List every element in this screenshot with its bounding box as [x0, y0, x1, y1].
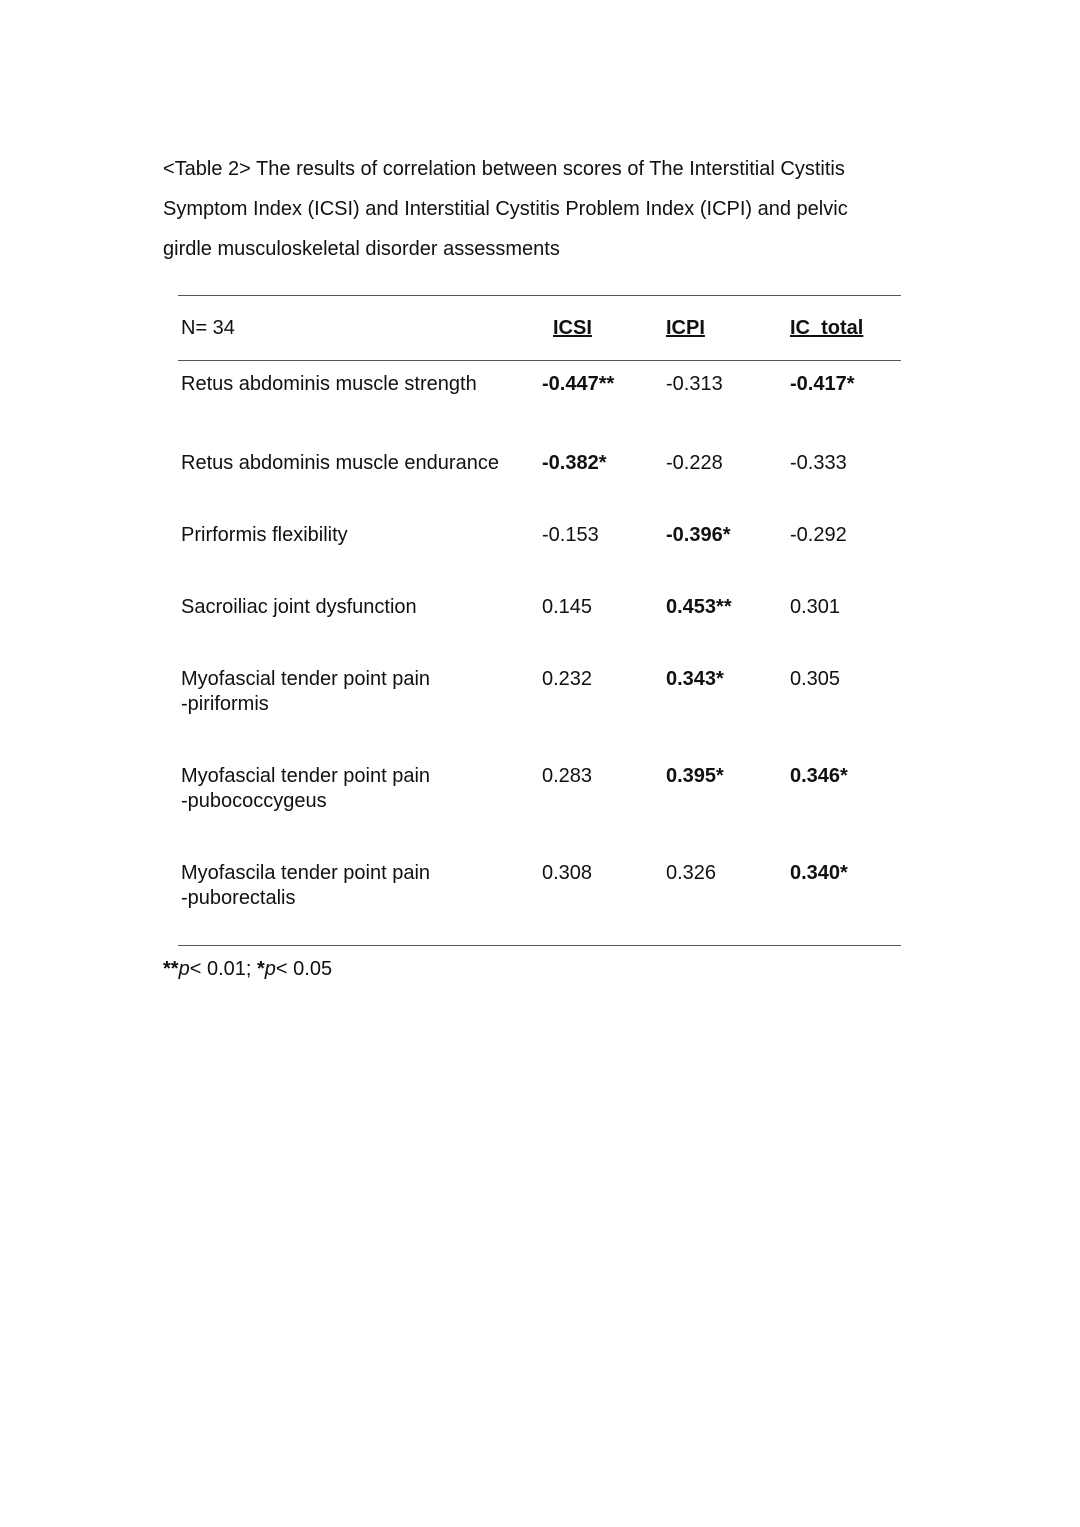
- row-label: [181, 764, 430, 814]
- row-label-line: Myofascial tender point pain: [181, 765, 431, 787]
- cell-icsi: 0.308: [542, 862, 593, 884]
- table-header-rule: [178, 360, 901, 361]
- cell-icsi: -0.153: [542, 524, 599, 546]
- cell-icpi: 0.326: [666, 862, 717, 884]
- cell-icsi: -0.382*: [542, 452, 607, 474]
- cell-icsi: 0.283: [542, 765, 593, 787]
- row-label-line: Myofascial tender point pain: [181, 668, 431, 690]
- footnote-p01-text: < 0.01;: [189, 958, 257, 980]
- footnote-marker-p05: *: [256, 958, 265, 980]
- cell-icpi: 0.343*: [666, 668, 724, 690]
- footnote-p-symbol: p: [264, 958, 276, 980]
- table-bottom-rule: [178, 945, 901, 946]
- row-label: [181, 861, 430, 911]
- row-label: [181, 667, 430, 717]
- cell-ic-total: 0.301: [790, 596, 841, 618]
- caption-line: <Table 2> The results of correlation between scores of The Interstitial Cystitis: [163, 158, 845, 180]
- table-caption: [163, 149, 923, 269]
- cell-icpi: -0.396*: [666, 524, 731, 546]
- cell-ic-total: 0.346*: [790, 765, 848, 787]
- row-label: [181, 451, 499, 476]
- significance-footnote: [163, 957, 332, 982]
- caption-line: girdle musculoskeletal disorder assessments: [163, 238, 560, 260]
- header-icpi: ICPI: [666, 317, 705, 339]
- header-icsi: ICSI: [553, 317, 592, 339]
- row-label-line: Myofascila tender point pain: [181, 862, 431, 884]
- header-ic-total: IC_total: [790, 317, 864, 339]
- row-label: [181, 523, 348, 548]
- table-top-rule: [178, 295, 901, 296]
- sample-size-label: N= 34: [181, 317, 235, 339]
- cell-ic-total: -0.333: [790, 452, 847, 474]
- row-label: [181, 595, 417, 620]
- footnote-p05-text: < 0.05: [275, 958, 333, 980]
- cell-ic-total: -0.417*: [790, 373, 855, 395]
- caption-line: Symptom Index (ICSI) and Interstitial Cystitis Problem Index (ICPI) and pelvic: [163, 198, 848, 220]
- cell-ic-total: -0.292: [790, 524, 847, 546]
- cell-icsi: 0.145: [542, 596, 593, 618]
- cell-icpi: -0.313: [666, 373, 723, 395]
- cell-icsi: 0.232: [542, 668, 593, 690]
- row-label-line: Sacroiliac joint dysfunction: [181, 596, 417, 618]
- row-label-line: Prirformis flexibility: [181, 524, 348, 546]
- row-label-line: -puborectalis: [181, 887, 296, 909]
- row-label-line: -piriformis: [181, 693, 269, 715]
- cell-icpi: 0.395*: [666, 765, 724, 787]
- cell-ic-total: 0.340*: [790, 862, 848, 884]
- row-label: [181, 372, 477, 397]
- row-label-line: Retus abdominis muscle strength: [181, 373, 477, 395]
- cell-icpi: 0.453**: [666, 596, 732, 618]
- cell-icsi: -0.447**: [542, 373, 615, 395]
- row-label-line: -pubococcygeus: [181, 790, 327, 812]
- footnote-marker-p01: **: [163, 958, 179, 980]
- row-label-line: Retus abdominis muscle endurance: [181, 452, 499, 474]
- cell-ic-total: 0.305: [790, 668, 841, 690]
- cell-icpi: -0.228: [666, 452, 723, 474]
- footnote-p-symbol: p: [178, 958, 190, 980]
